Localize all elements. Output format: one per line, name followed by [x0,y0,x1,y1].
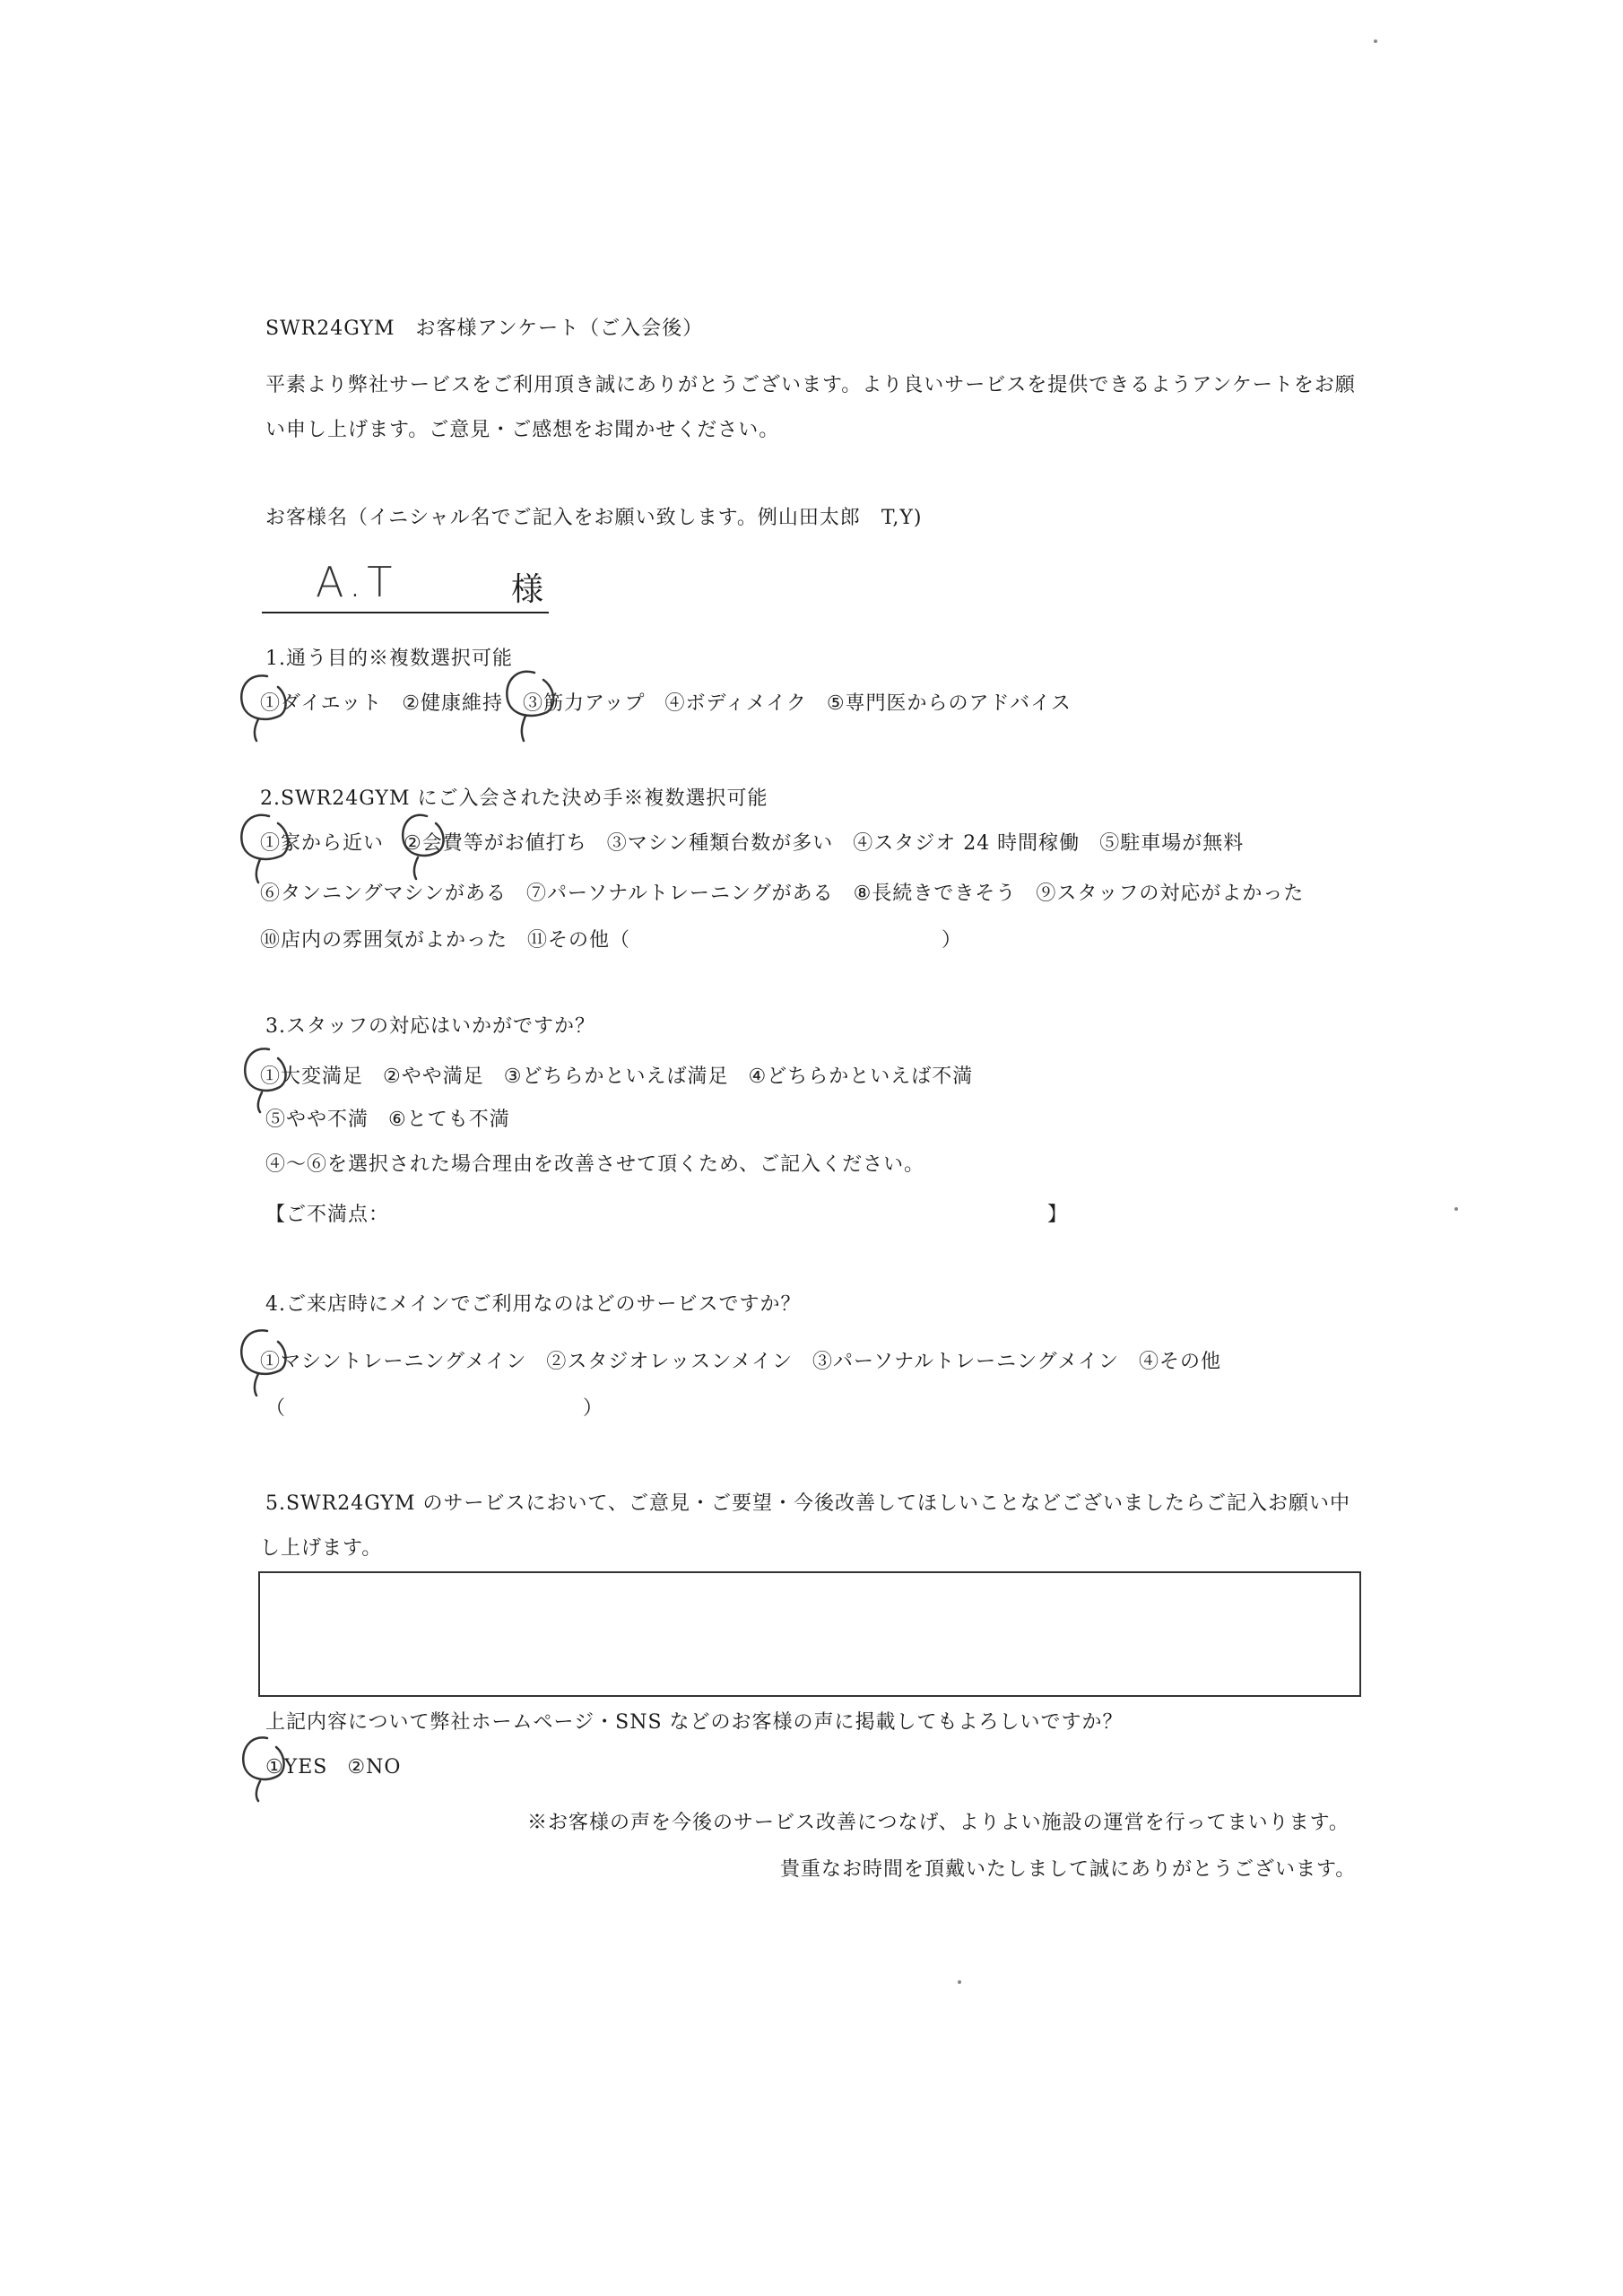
q3-complaint-close: 】 [1047,1204,1069,1226]
q2-row-3 [260,927,630,954]
q1-option-4[interactable]: ④ボディメイク [664,692,807,715]
q3-complaint-label: 【ご不満点： [265,1204,390,1226]
q2-option-5[interactable]: ⑤駐車場が無料 [1099,832,1245,855]
q3-option-5[interactable]: ⑤やや不満 [265,1109,369,1131]
q3-option-3[interactable]: ③どちらかといえば満足 [503,1065,729,1088]
q1-options [260,691,1072,718]
q3-option-4[interactable]: ④どちらかといえば不満 [748,1065,974,1088]
q4-option-2[interactable]: ②スタジオレッスンメイン [546,1351,794,1373]
q5-question-line-1: 5.SWR24GYM のサービスにおいて、ご意見・ご要望・今後改善してほしいことなどございましたらご記入お願い中 [265,1492,1351,1515]
q3-row-1 [260,1064,973,1091]
intro-line-2: い申し上げます。ご意見・ご感想をお聞かせください。 [265,419,780,441]
name-underline [262,612,549,613]
q2-option-2[interactable]: ②会費等がお値打ち [404,832,587,855]
q3-option-6[interactable]: ⑥とても不満 [388,1109,510,1131]
customer-name-label: お客様名（イニシャル名でご記入をお願い致します。例山田太郎 T,Y) [265,507,923,529]
scan-speck [1374,39,1377,43]
q3-question: 3.スタッフの対応はいかがですか？ [265,1015,595,1038]
q2-option-4[interactable]: ④スタジオ 24 時間稼働 [853,832,1081,855]
q1-option-2[interactable]: ②健康維持 [402,692,503,715]
q4-other-close: ） [583,1397,604,1420]
publish-yes[interactable]: ①YES [265,1756,328,1779]
q2-option-1[interactable]: ①家から近い [260,832,385,855]
scan-speck [1454,1207,1458,1211]
q2-option-9[interactable]: ⑨スタッフの対応がよかった [1036,883,1305,905]
q2-option-10[interactable]: ⑩店内の雰囲気がよかった [260,929,508,952]
q2-question: 2.SWR24GYM にご入会された決め手※複数選択可能 [260,787,768,810]
q2-row-1 [260,831,1244,857]
q3-option-1[interactable]: ①大変満足 [260,1065,364,1088]
q2-option-6[interactable]: ⑥タンニングマシンがある [260,883,508,905]
q2-option-7[interactable]: ⑦パーソナルトレーニングがある [526,883,834,905]
q4-option-1[interactable]: ①マシントレーニングメイン [260,1351,527,1373]
comment-box[interactable] [258,1571,1361,1697]
q4-other-open: （ [265,1397,287,1420]
q1-question: 1.通う目的※複数選択可能 [265,648,513,670]
scan-speck [958,1980,961,1984]
q5-question-line-2: し上げます。 [260,1537,383,1560]
intro-line-1: 平素より弊社サービスをご利用頂き誠にありがとうございます。より良いサービスを提供できるようアンケートをお願 [265,374,1356,396]
q2-row-2 [260,881,1304,908]
q4-option-3[interactable]: ③パーソナルトレーニングメイン [812,1351,1119,1373]
footer-line-1: ※お客様の声を今後のサービス改善につなげ、よりよい施設の運営を行ってまいります。 [527,1812,1350,1834]
q4-option-4[interactable]: ④その他 [1138,1351,1221,1373]
handwritten-name: A.T [316,558,398,606]
survey-title: SWR24GYM お客様アンケート（ご入会後） [265,317,704,340]
q1-option-3[interactable]: ③筋力アップ [522,692,646,715]
honorific: 様 [511,571,544,608]
publish-no[interactable]: ②NO [347,1756,402,1779]
q2-option-8[interactable]: ⑧長続きできそう [853,883,1017,905]
q2-option-11[interactable]: ⑪その他（ [527,929,631,952]
footer-line-2: 貴重なお時間を頂戴いたしまして誠にありがとうございます。 [780,1858,1357,1881]
q2-other-close: ） [942,929,963,952]
q3-row-2 [265,1107,510,1134]
q1-option-5[interactable]: ⑤専門医からのアドバイス [826,692,1072,715]
q3-note: ④～⑥を選択された場合理由を改善させて頂くため、ご記入ください。 [265,1153,925,1176]
publish-question: 上記内容について弊社ホームページ・SNS などのお客様の声に掲載してもよろしいですか？ [265,1711,1124,1734]
q4-question: 4.ご来店時にメインでご利用なのはどのサービスですか？ [265,1293,802,1316]
q4-options [260,1349,1221,1376]
q3-option-2[interactable]: ②やや満足 [383,1065,484,1088]
q2-option-3[interactable]: ③マシン種類台数が多い [606,832,834,855]
q1-option-1[interactable]: ①ダイエット [260,692,383,715]
publish-options [265,1754,401,1781]
